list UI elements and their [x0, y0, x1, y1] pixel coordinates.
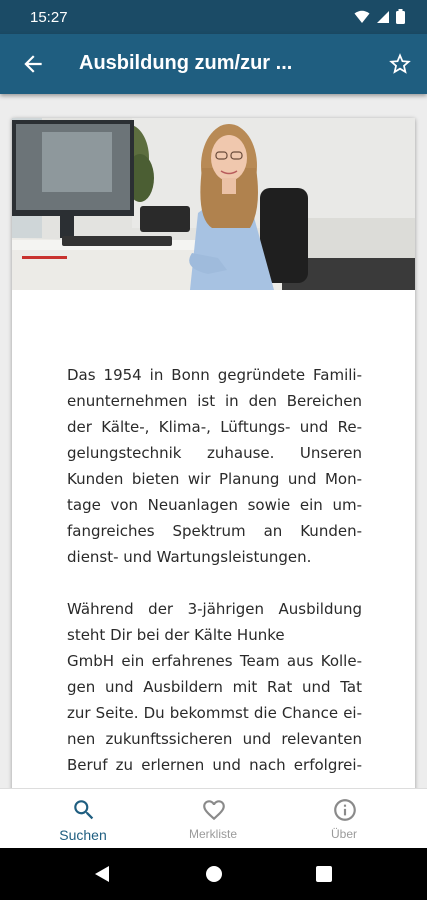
status-bar — [0, 0, 427, 34]
status-icons — [354, 9, 405, 24]
bottom-navigation — [0, 788, 427, 848]
text-line: Kunden bieten wir Planung und Mon- — [67, 470, 362, 488]
signal-icon — [376, 10, 390, 24]
article-paragraph — [67, 362, 362, 570]
nav-item-search[interactable] — [33, 789, 133, 849]
home-circle-icon[interactable] — [205, 865, 223, 883]
battery-icon — [396, 9, 405, 24]
search-icon — [71, 797, 97, 823]
text-line: enunternehmen ist in den Bereichen — [67, 392, 362, 410]
text-line: Das 1954 in Bonn gegründete Famili- — [67, 366, 362, 384]
recents-square-icon[interactable] — [316, 866, 332, 882]
text-line: fangreiches Spektrum an Kunden- — [67, 522, 362, 540]
nav-label: Über — [330, 827, 357, 841]
text-line: der Kälte-, Klima-, Lüftungs- und Re- — [67, 418, 362, 436]
nav-item-merkliste[interactable] — [163, 789, 263, 849]
text-line: GmbH ein erfahrenes Team aus Kolle- — [67, 652, 362, 670]
photo-illustration — [12, 118, 415, 290]
text-line: zur Seite. Du bekommst die Chance ei- — [67, 704, 362, 722]
info-icon — [332, 797, 358, 823]
article-photo — [12, 118, 415, 290]
heart-outline-icon — [201, 797, 227, 823]
app-bar — [0, 34, 427, 94]
article-text — [67, 362, 362, 788]
text-line: Während der 3-jährigen Ausbildung — [67, 600, 362, 618]
text-line: dienst- und Wartungsleistungen. — [67, 548, 312, 566]
status-time: 15:27 — [30, 9, 68, 26]
nav-label: Suchen — [59, 827, 107, 843]
back-triangle-icon[interactable] — [94, 865, 110, 883]
text-line: gen und Ausbildern mit Rat und Tat — [67, 678, 362, 696]
text-line: tage von Neuanlagen sowie ein um- — [67, 496, 362, 514]
article-card — [12, 118, 415, 788]
text-line: nen zukunftssicheren und relevanten — [67, 730, 362, 748]
nav-label: Merkliste — [188, 827, 237, 841]
system-navigation-bar — [0, 848, 427, 900]
content-scroll-area[interactable] — [0, 94, 427, 788]
text-line: Beruf zu erlernen und nach erfolgrei- — [67, 756, 362, 774]
wifi-icon — [354, 10, 370, 24]
article-paragraph — [67, 596, 362, 778]
text-line: gelungstechnik zuhause. Unseren — [67, 444, 362, 462]
nav-item-about[interactable] — [294, 789, 394, 849]
star-outline-icon[interactable] — [387, 51, 413, 77]
page-title: Ausbildung zum/zur ... — [79, 52, 293, 74]
back-arrow-icon[interactable] — [20, 51, 46, 77]
text-line: steht Dir bei der Kälte Hunke — [67, 626, 285, 644]
